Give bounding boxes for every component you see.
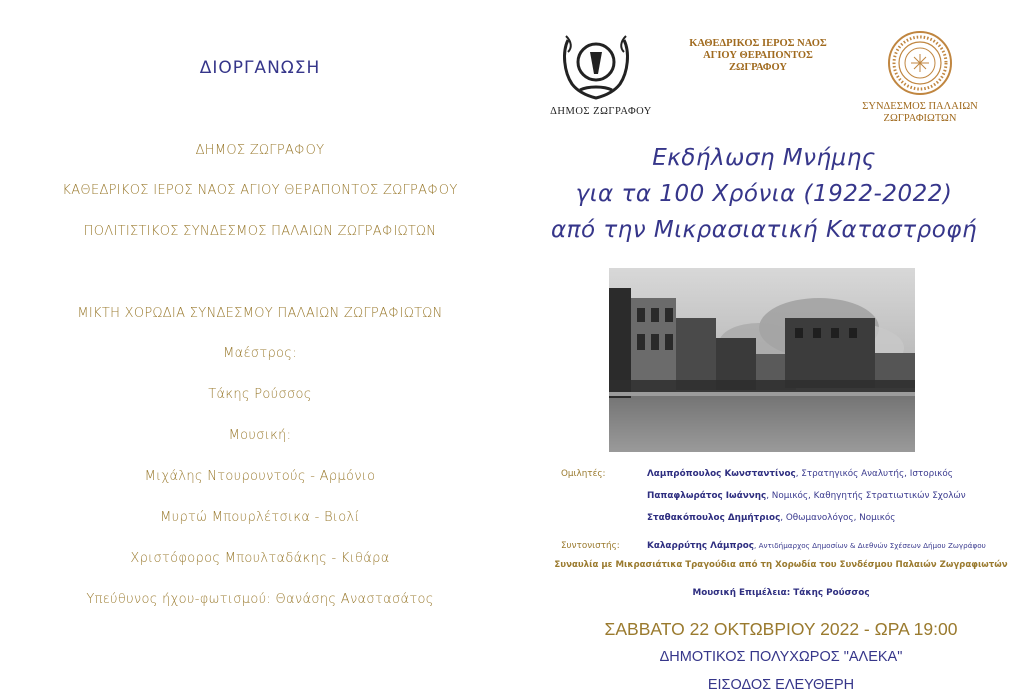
choir-title: ΜΙΚΤΗ ΧΟΡΩΔΙΑ ΣΥΝΔΕΣΜΟΥ ΠΑΛΑΙΩΝ ΖΩΓΡΑΦΙΩΤΩΝ xyxy=(77,306,443,321)
maestro-label: Μαέστρος: xyxy=(223,346,297,361)
organizer-cathedral: ΚΑΘΕΔΡΙΚΟΣ ΙΕΡΟΣ ΝΑΟΣ ΑΓΙΟΥ ΘΕΡΑΠΟΝΤΟΣ ΖΩΓΡΑΦΟΥ xyxy=(62,183,458,198)
coordinator-row xyxy=(647,541,986,551)
title-line-1: Εκδήλωση Μνήμης xyxy=(652,145,876,171)
maestro-name: Τάκης Ρούσσος xyxy=(208,387,312,402)
title-line-3: από την Μικρασιατική Καταστροφή xyxy=(550,217,978,243)
free-entry: ΕΙΣΟΔΟΣ ΕΛΕΥΘΕΡΗ xyxy=(707,677,855,693)
syndesmos-logo-text xyxy=(840,101,1000,125)
music-editor: Μουσική Επιμέλεια: Τάκης Ρούσσος xyxy=(692,588,870,598)
speaker-row xyxy=(647,513,895,523)
speaker-row xyxy=(647,469,953,479)
cathedral-line-1: ΚΑΘΕΔΡΙΚΟΣ ΙΕΡΟΣ ΝΑΟΣ xyxy=(689,38,827,49)
speaker-desc: , Οθωμανολόγος, Νομικός xyxy=(780,513,896,523)
concert-text: Συναυλία με Μικρασιάτικα Τραγούδια από τη Χορωδία του Συνδέσμου Παλαιών Ζωγραφιωτών xyxy=(554,560,1008,570)
speakers-label-text: Ομιλητές: xyxy=(561,469,606,479)
speaker-desc: , Στρατηγικός Αναλυτής, Ιστορικός xyxy=(795,469,953,479)
syndesmos-line-1: ΣΥΝΔΕΣΜΟΣ ΠΑΛΑΙΩΝ xyxy=(862,101,978,112)
speakers-label xyxy=(561,469,605,479)
cathedral-logo-text xyxy=(668,38,848,74)
organizer-syndesmos: ΠΟΛΙΤΙΣΤΙΚΟΣ ΣΥΝΔΕΣΜΟΣ ΠΑΛΑΙΩΝ ΖΩΓΡΑΦΙΩΤΩΝ xyxy=(83,224,437,239)
speaker-desc: , Νομικός, Καθηγητής Στρατιωτικών Σχολών xyxy=(766,491,966,501)
coordinator-desc: , Αντιδήμαρχος Δημοσίων & Διεθνών Σχέσεων Δήμου Ζωγράφου xyxy=(754,541,986,550)
musician-violin: Μυρτώ Μπουρλέτσικα - Βιολί xyxy=(160,510,360,525)
coordinator-label-text: Συντονιστής: xyxy=(561,541,620,551)
cathedral-line-3: ΖΩΓΡΑΦΟΥ xyxy=(729,62,787,73)
syndesmos-seal-icon xyxy=(887,30,953,96)
speaker-name: Παπαφλωράτος Ιωάννης xyxy=(647,491,767,501)
syndesmos-line-2: ΖΩΓΡΑΦΙΩΤΩΝ xyxy=(883,113,957,124)
cathedral-line-2: ΑΓΙΟΥ ΘΕΡΑΠΟΝΤΟΣ xyxy=(703,50,813,61)
dimos-emblem-icon xyxy=(558,32,634,102)
music-label: Μουσική: xyxy=(228,428,292,443)
coordinator-name: Καλαρρύτης Λάμπρος xyxy=(647,541,754,551)
historical-photo xyxy=(609,268,915,452)
dimos-logo-label: ΔΗΜΟΣ ΖΩΓΡΑΦΟΥ xyxy=(550,106,652,117)
organizers-heading: ΔΙΟΡΓΑΝΩΣΗ xyxy=(199,58,321,78)
sound-credit: Υπεύθυνος ήχου-φωτισμού: Θανάσης Αναστασάτος xyxy=(86,592,434,607)
event-date: ΣΑΒΒΑΤΟ 22 ΟΚΤΩΒΡΙΟΥ 2022 - ΩΡΑ 19:00 xyxy=(604,619,958,639)
speaker-name: Λαμπρόπουλος Κωνσταντίνος xyxy=(647,469,796,479)
musician-guitar: Χριστόφορος Μπουλταδάκης - Κιθάρα xyxy=(130,551,390,566)
event-title xyxy=(520,140,1008,248)
speaker-name: Σταθακόπουλος Δημήτριος xyxy=(647,513,781,523)
coordinator-label xyxy=(561,541,620,551)
speaker-row xyxy=(647,491,966,501)
musician-harmonium: Μιχάλης Ντουρουντούς - Αρμόνιο xyxy=(144,469,376,484)
organizer-dimos: ΔΗΜΟΣ ΖΩΓΡΑΦΟΥ xyxy=(195,143,325,158)
title-line-2: για τα 100 Χρόνια (1922-2022) xyxy=(575,181,953,207)
event-venue: ΔΗΜΟΤΙΚΟΣ ΠΟΛΥΧΩΡΟΣ "ΑΛΕΚΑ" xyxy=(659,649,903,665)
